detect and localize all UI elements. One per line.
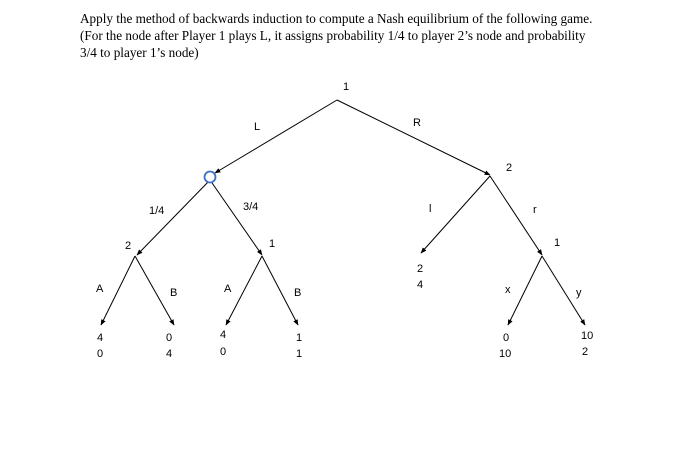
prob-left-label: 1/4 [149, 205, 165, 217]
move-B1-label: B [170, 287, 178, 299]
move-B2-label: B [294, 287, 302, 299]
payoff-B1-p1: 0 [166, 332, 173, 344]
edge-A2 [226, 256, 262, 325]
edge-A1 [101, 256, 135, 325]
payoff-A1-p2: 0 [97, 348, 104, 360]
payoff-A2-p2: 0 [220, 346, 227, 358]
payoff-x-p2: 10 [499, 348, 512, 360]
move-R-label: R [413, 117, 421, 129]
question-line-3: 3/4 to player 1’s node) [80, 45, 199, 60]
move-y-label: y [576, 287, 582, 299]
prob-right-label: 3/4 [243, 201, 259, 213]
root-player-label: 1 [343, 81, 350, 93]
edge-L [215, 100, 337, 173]
payoff-B2-p2: 1 [296, 348, 303, 360]
edge-B2 [262, 256, 298, 325]
move-A2-label: A [224, 283, 232, 295]
question-line-1: Apply the method of backwards induction to compute a Nash equilibrium of the following game. [80, 11, 593, 26]
payoff-y-p2: 2 [582, 346, 589, 358]
payoff-x-p1: 0 [503, 332, 510, 344]
move-A1-label: A [96, 283, 104, 295]
move-l-label: l [429, 203, 432, 215]
edge-prob-left [137, 180, 210, 255]
question-line-2: (For the node after Player 1 plays L, it assigns probability 1/4 to player 2’s node and probability [80, 28, 586, 43]
node-p1-right-label: 1 [554, 237, 561, 249]
edge-prob-right [210, 180, 262, 255]
payoff-l-p2: 4 [417, 279, 424, 291]
edge-R [337, 100, 490, 175]
node-p2-right-label: 2 [506, 162, 513, 174]
node-p2-left-label: 2 [125, 240, 132, 252]
payoff-y-p1: 10 [581, 330, 594, 342]
payoff-B1-p2: 4 [166, 348, 173, 360]
move-x-label: x [505, 284, 511, 296]
payoff-B2-p1: 1 [296, 332, 303, 344]
payoff-A1-p1: 4 [97, 332, 104, 344]
node-p1-mid-label: 1 [269, 238, 276, 250]
move-L-label: L [254, 121, 261, 133]
payoff-A2-p1: 4 [220, 329, 227, 341]
edge-B1 [135, 256, 174, 325]
payoff-l-p1: 2 [417, 263, 424, 275]
chance-node [205, 172, 216, 183]
edge-x [508, 256, 542, 325]
move-r-label: r [533, 204, 537, 216]
